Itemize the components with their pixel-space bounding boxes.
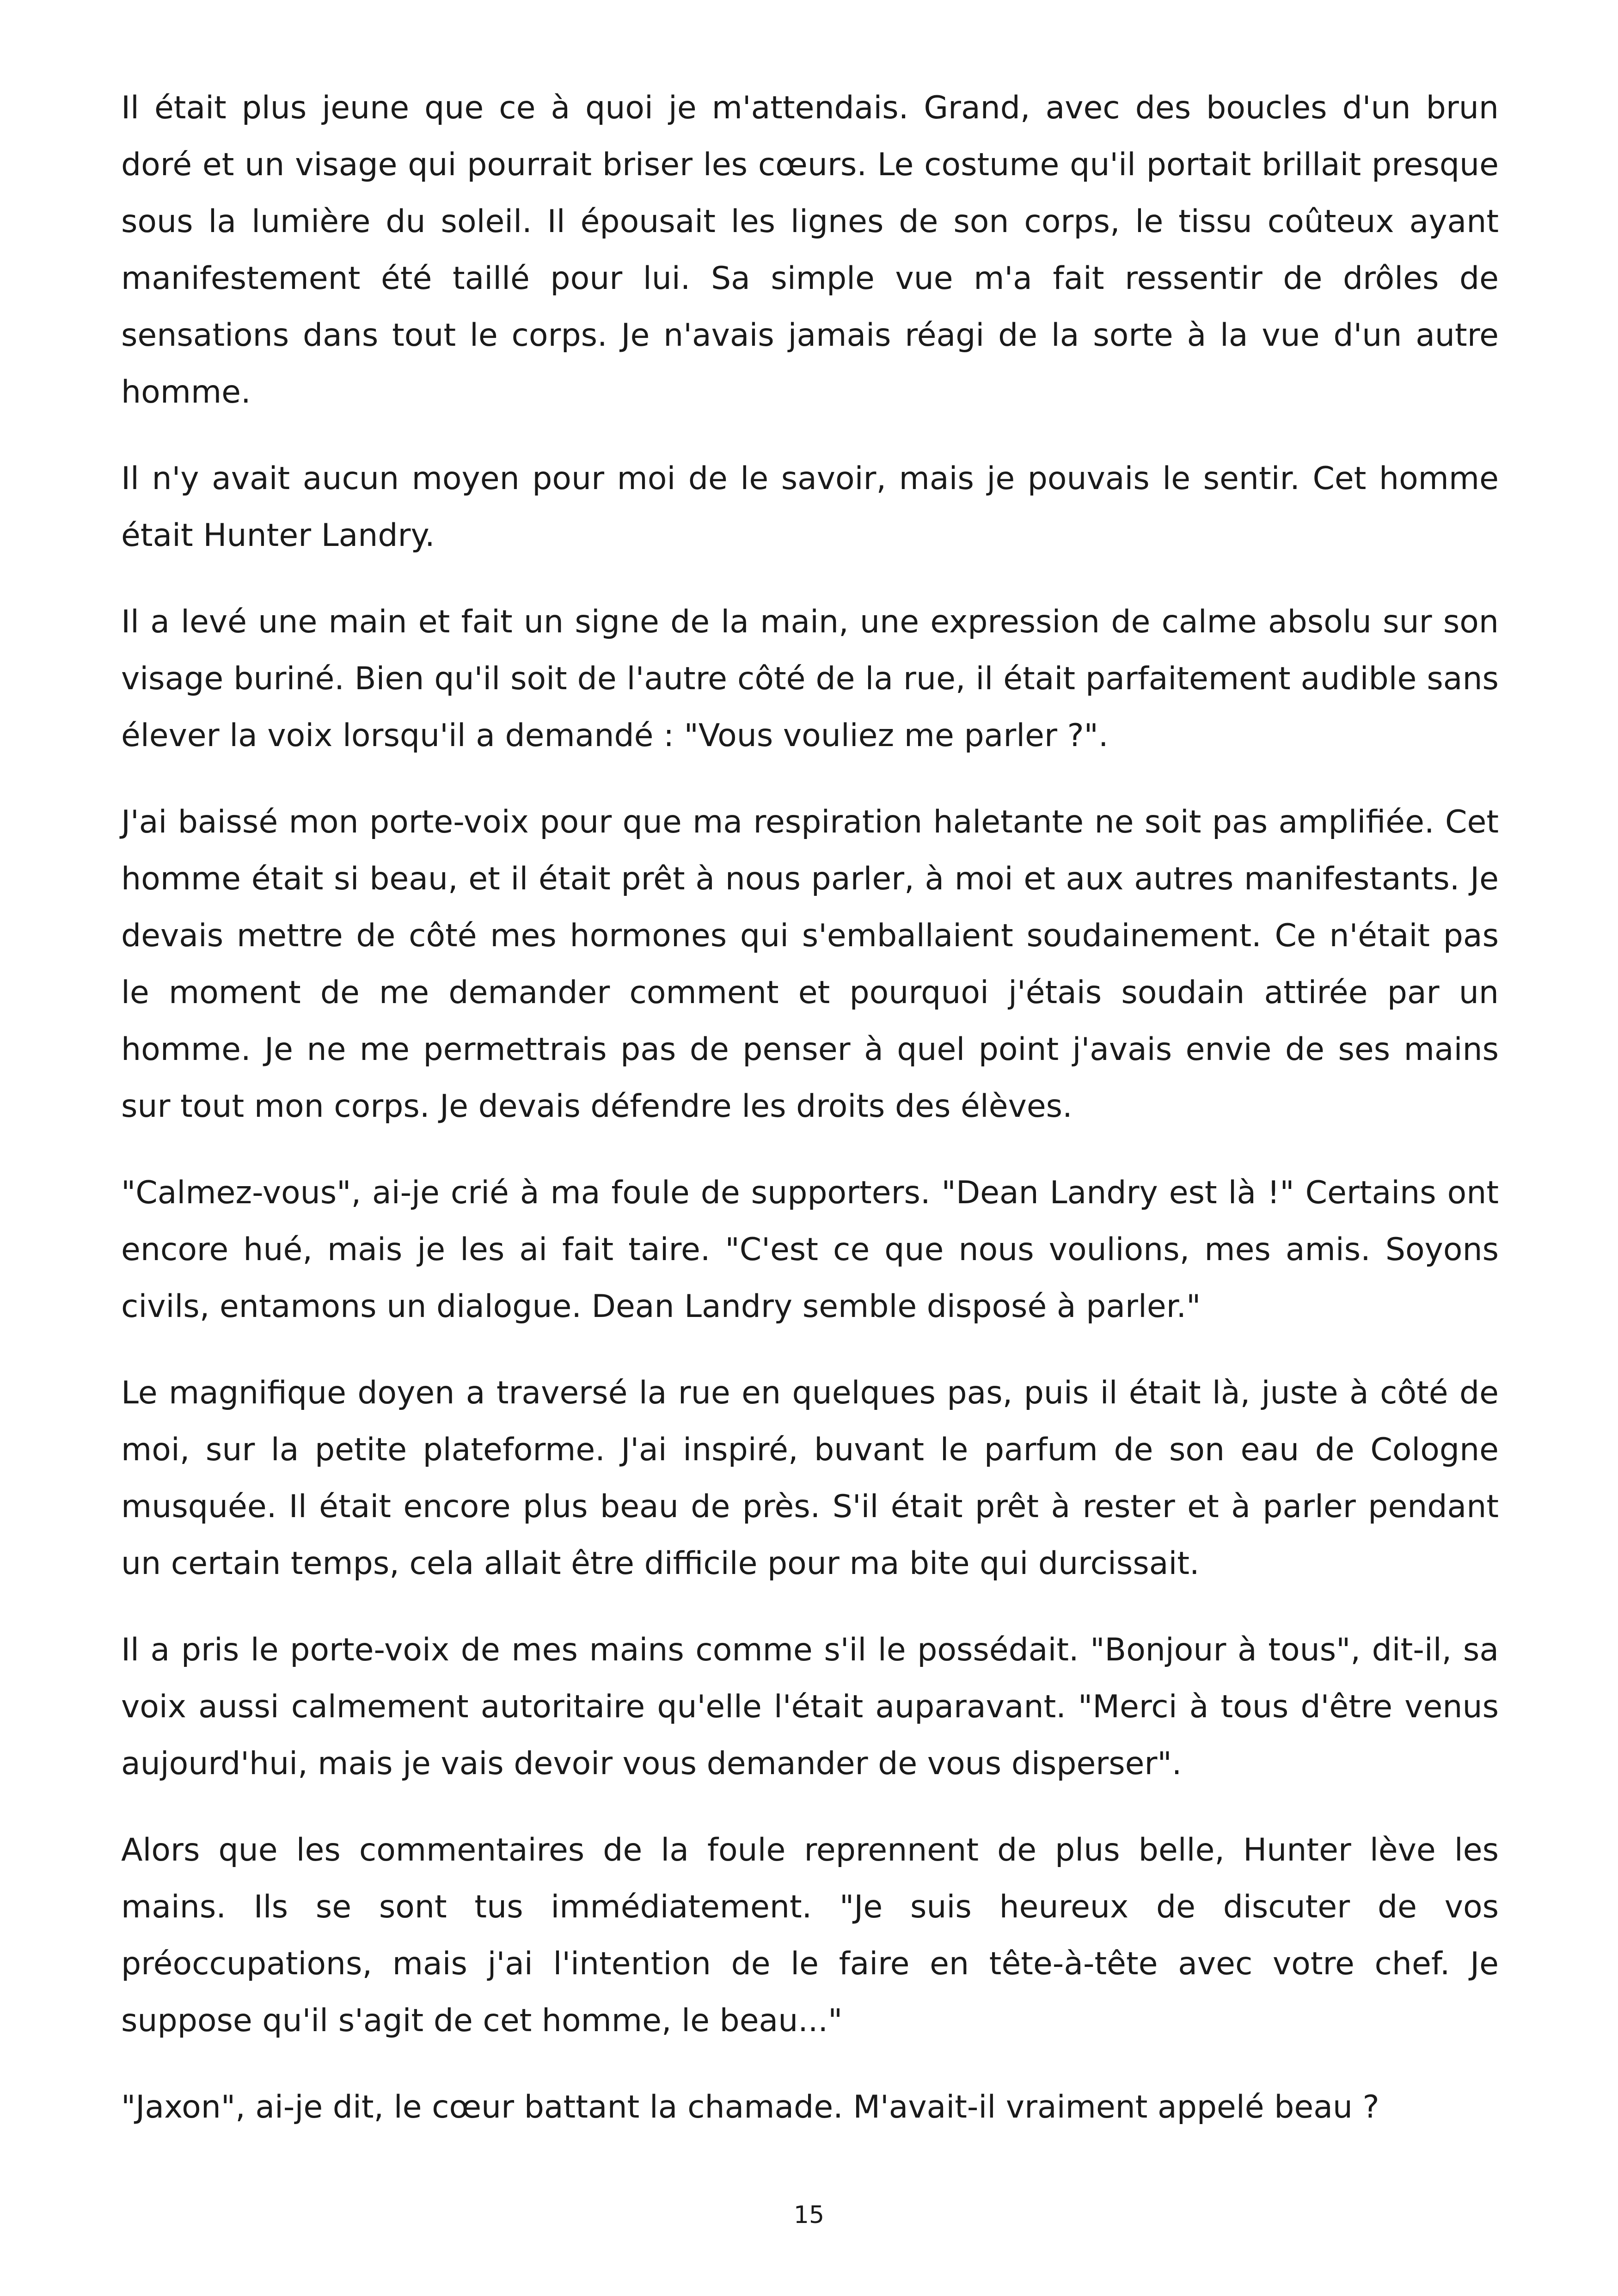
paragraph-3: Il a levé une main et fait un signe de la main, une expression de calme absolu sur son visage buriné. Bien qu'il soit de l'autre côté de la rue, il était parfaitement audible sans élever la voix lorsqu'il a demandé : "Vous vouliez me parler ?". <box>121 604 1499 754</box>
paragraph-8: Alors que les commentaires de la foule reprennent de plus belle, Hunter lève les mains. Ils se sont tus immédiatement. "Je suis heureux de discuter de vos préoccupations, mais j'ai l'intention de le faire en tête-à-tête avec votre chef. Je suppose qu'il s'agit de cet homme, le beau..." <box>121 1832 1499 2039</box>
paragraph-4: J'ai baissé mon porte-voix pour que ma respiration haletante ne soit pas amplifiée. Cet homme était si beau, et il était prêt à nous parler, à moi et aux autres manifestants. Je devais mettre de côté mes hormones qui s'emballaient soudainement. Ce n'était pas le moment de me demander comment et pourquoi j'étais soudain attirée par un homme. Je ne me permettrais pas de penser à quel point j'avais envie de ses mains sur tout mon corps. Je devais défendre les droits des élèves. <box>121 804 1499 1125</box>
paragraph-2: Il n'y avait aucun moyen pour moi de le savoir, mais je pouvais le sentir. Cet homme était Hunter Landry. <box>121 460 1499 554</box>
paragraph-6: Le magnifique doyen a traversé la rue en quelques pas, puis il était là, juste à côté de moi, sur la petite plateforme. J'ai inspiré, buvant le parfum de son eau de Cologne musquée. Il était encore plus beau de près. S'il était prêt à rester et à parler pendant un certain temps, cela allait être difficile pour ma bite qui durcissait. <box>121 1375 1499 1582</box>
document-body <box>121 80 1499 2165</box>
paragraph-5: "Calmez-vous", ai-je crié à ma foule de supporters. "Dean Landry est là !" Certains ont encore hué, mais je les ai fait taire. "C'est ce que nous voulions, mes amis. Soyons civils, entamons un dialogue. Dean Landry semble disposé à parler." <box>121 1175 1499 1325</box>
paragraph-1: Il était plus jeune que ce à quoi je m'attendais. Grand, avec des boucles d'un brun doré et un visage qui pourrait briser les cœurs. Le costume qu'il portait brillait presque sous la lumière du soleil. Il épousait les lignes de son corps, le tissu coûteux ayant manifestement été taillé pour lui. Sa simple vue m'a fait ressentir de drôles de sensations dans tout le corps. Je n'avais jamais réagi de la sorte à la vue d'un autre homme. <box>121 90 1499 410</box>
page-number: 15 <box>793 2201 825 2229</box>
paragraph-7: Il a pris le porte-voix de mes mains comme s'il le possédait. "Bonjour à tous", dit-il, sa voix aussi calmement autoritaire qu'elle l'était auparavant. "Merci à tous d'être venus aujourd'hui, mais je vais devoir vous demander de vous disperser". <box>121 1632 1499 1782</box>
paragraph-9: "Jaxon", ai-je dit, le cœur battant la chamade. M'avait-il vraiment appelé beau ? <box>121 2089 1379 2125</box>
